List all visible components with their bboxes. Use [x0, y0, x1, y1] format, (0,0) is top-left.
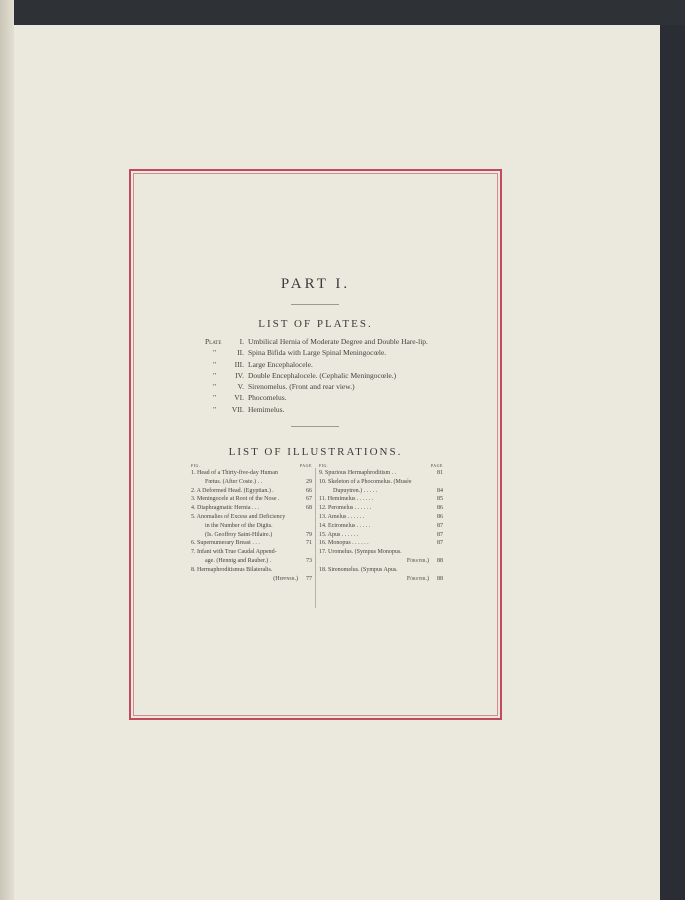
- plate-prefix: ": [213, 348, 217, 358]
- illustration-entry: [319, 531, 443, 540]
- illustration-text: 1. Head of a Thirty-five-day Human: [191, 470, 278, 476]
- illustration-page: 85: [437, 496, 443, 503]
- plate-number: III.: [234, 359, 244, 369]
- illustration-text: 6. Supernumerary Breast . . .: [191, 540, 260, 547]
- illustration-entry: [319, 513, 443, 522]
- illustration-entry: [319, 539, 443, 548]
- illustrations-left-column: [191, 462, 312, 583]
- illustration-text: 5. Anomalies of Excess and Deficiency: [191, 513, 286, 520]
- illustration-text: 7. Infant with True Caudal Append-: [191, 549, 277, 556]
- plate-prefix: Plate: [205, 337, 222, 346]
- illustration-text: 9. Spurious Hermaphroditism . .: [319, 470, 397, 476]
- illustration-entry: [319, 495, 443, 504]
- plate-title: Double Encephalocele. (Cephalic Meningocœle.): [248, 370, 397, 380]
- illustration-entry: [319, 487, 443, 496]
- illustration-text: 17. Uromelus. (Sympus Monopus.: [319, 549, 402, 556]
- illustration-entry: [319, 566, 443, 575]
- illustration-page: 77: [306, 575, 312, 582]
- illustration-page: 67: [306, 496, 312, 503]
- illustration-entry: [191, 557, 312, 566]
- illustration-entry: [191, 566, 312, 575]
- plate-prefix: ": [213, 404, 217, 414]
- fig-header: FIG.: [191, 463, 201, 468]
- illustration-entry: [191, 575, 312, 584]
- title-rule: [291, 304, 339, 305]
- plate-number: VI.: [234, 393, 244, 403]
- illustration-page: 87: [437, 531, 443, 538]
- illustration-page: 81: [437, 470, 443, 476]
- column-header: [191, 462, 312, 469]
- illustration-entry: [191, 478, 312, 487]
- illustration-page: 68: [306, 505, 312, 512]
- fig-header: FIG.: [319, 463, 329, 468]
- illustration-text: 18. Sirenomelus. (Sympus Apus.: [319, 566, 398, 573]
- illustration-page: 88: [437, 575, 443, 582]
- page-header: PAGE: [299, 463, 312, 468]
- plate-prefix: ": [213, 393, 217, 403]
- plate-title: Sirenomelus. (Front and rear view.): [248, 382, 355, 392]
- illustration-entry: [191, 531, 312, 540]
- plate-prefix: ": [213, 370, 217, 380]
- illustration-page: 86: [437, 505, 443, 512]
- illustration-text: 2. A Deformed Head. (Egyptian.) .: [191, 487, 274, 494]
- illustration-page: 88: [437, 557, 443, 564]
- illustration-text: 3. Meningocele at Root of the Nose .: [191, 496, 280, 503]
- illustration-page: 73: [306, 557, 312, 564]
- plate-title: Spina Bifida with Large Spinal Meningocœle.: [248, 348, 387, 358]
- illustration-text: 10. Skeleton of a Phocomelus. (Musée: [319, 478, 412, 485]
- plate-number: II.: [237, 348, 244, 358]
- plate-prefix: ": [213, 382, 217, 392]
- plate-number: IV.: [235, 370, 244, 380]
- column-header: [319, 462, 443, 469]
- illustration-text: 15. Apus . . . . . .: [319, 531, 359, 538]
- illustration-entry: [319, 575, 443, 584]
- section-rule: [291, 426, 339, 427]
- illustration-entry: [191, 513, 312, 522]
- plate-title: Hemimelus.: [248, 404, 285, 414]
- illustration-text: age. (Hennig and Rauber.) .: [205, 557, 272, 564]
- illustration-entry: [319, 557, 443, 566]
- plate-prefix: ": [213, 359, 217, 369]
- illustration-entry: [319, 522, 443, 531]
- page-header: PAGE: [430, 463, 443, 468]
- plate-title: Large Encephalocele.: [248, 359, 313, 369]
- illustration-page: 87: [437, 522, 443, 529]
- illustration-entry: [191, 504, 312, 513]
- illustration-text: (Heppner.): [273, 575, 298, 582]
- illustration-page: 71: [306, 540, 312, 547]
- part-title: PART I.: [280, 276, 351, 292]
- illustration-entry: [191, 495, 312, 504]
- illustration-text: in the Number of the Digits.: [205, 522, 273, 529]
- page-background-edge: [660, 25, 685, 900]
- plate-number: V.: [237, 382, 244, 392]
- illustration-entry: [319, 548, 443, 557]
- inner-border-frame: [133, 173, 498, 716]
- illustration-text: 12. Peromelus . . . . . .: [319, 505, 372, 512]
- illustration-text: Förster.): [406, 575, 429, 582]
- illustration-page: 87: [437, 540, 443, 547]
- facing-page-edge: [0, 0, 14, 900]
- illustrations-heading: LIST OF ILLUSTRATIONS.: [228, 446, 403, 458]
- illustration-text: Förster.): [406, 557, 429, 564]
- illustration-text: 14. Ectromelus . . . . .: [319, 522, 371, 529]
- illustration-entry: [319, 504, 443, 513]
- illustration-text: 4. Diaphragmatic Hernia . . .: [191, 505, 260, 512]
- illustration-entry: [319, 469, 443, 478]
- illustration-text: (Is. Geoffroy Saint-Hilaire.): [205, 531, 273, 538]
- column-divider: [315, 468, 316, 608]
- illustration-text: Fœtus. (After Coste.) . .: [205, 478, 262, 485]
- plate-number: VII.: [231, 404, 244, 414]
- illustration-entry: [191, 539, 312, 548]
- illustration-text: 8. Hermaphroditismus Bilateralis.: [191, 566, 273, 573]
- illustration-entry: [191, 522, 312, 531]
- illustration-page: 79: [306, 531, 312, 538]
- illustrations-right-column: [319, 462, 443, 583]
- illustration-page: 84: [437, 487, 443, 494]
- plate-title: Phocomelus.: [248, 393, 287, 403]
- illustration-text: 16. Monopus . . . . . .: [319, 540, 369, 547]
- illustration-entry: [191, 469, 312, 478]
- illustration-text: 13. Amelus . . . . . .: [319, 513, 365, 520]
- illustration-page: 29: [306, 478, 312, 485]
- illustration-page: 86: [437, 513, 443, 520]
- plates-heading: LIST OF PLATES.: [258, 318, 373, 330]
- illustration-entry: [191, 548, 312, 557]
- illustration-text: 11. Hemimelus . . . . . .: [319, 496, 374, 503]
- illustration-text: Dupuytren.) . . . . .: [333, 487, 378, 494]
- illustration-entry: [319, 478, 443, 487]
- illustration-page: 66: [306, 487, 312, 494]
- illustration-entry: [191, 487, 312, 496]
- plate-title: Umbilical Hernia of Moderate Degree and Double Hare-lip.: [248, 337, 428, 346]
- plate-number: I.: [239, 337, 244, 346]
